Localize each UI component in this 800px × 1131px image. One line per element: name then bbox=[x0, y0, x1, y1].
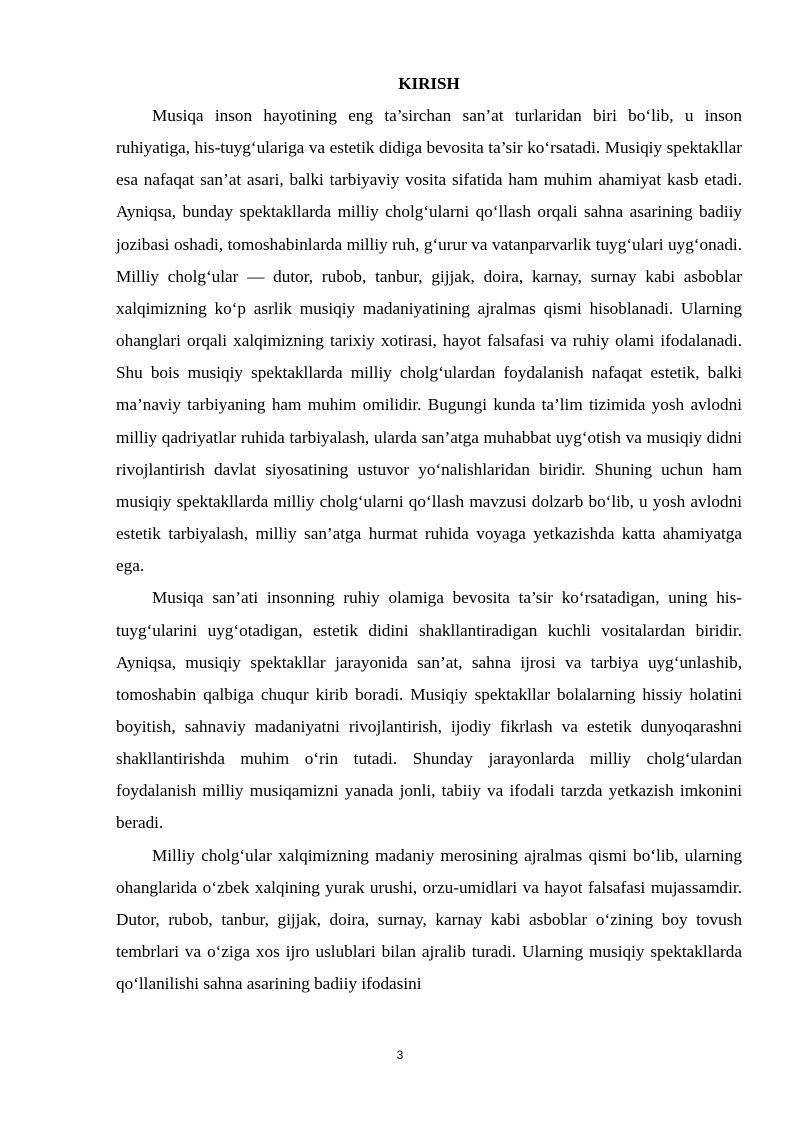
section-title: KIRISH bbox=[398, 74, 460, 93]
body-paragraph: Musiqa san’ati insonning ruhiy olamiga bevosita ta’sir ko‘rsatadigan, uning his-tuyg‘ularini uyg‘otadigan, estetik didini shakllantiradigan kuchli vositalardan biridir. Ayniqsa, musiqiy spektakllar jarayonida san’at, sahna ijrosi va tarbiya uyg‘unlashib, tomoshabin qalbiga chuqur kirib boradi. Musiqiy spektakllar bolalarning hissiy holatini boyitish, sahnaviy madaniyatni rivojlantirish, ijodiy fikrlash va estetik dunyoqarashni shakllantirishda muhim o‘rin tutadi. Shunday jarayonlarda milliy cholg‘ulardan foydalanish milliy musiqamizni yanada jonli, tabiiy va ifodali tarzda yetkazish imkonini beradi. bbox=[116, 588, 742, 833]
body-paragraph: Musiqa inson hayotining eng ta’sirchan san’at turlaridan biri bo‘lib, u inson ruhiyatiga, his-tuyg‘ulariga va estetik didiga bevosita ta’sir ko‘rsatadi. Musiqiy spektakllar esa nafaqat san’at asari, balki tarbiyaviy vosita sifatida ham muhim ahamiyat kasb etadi. Ayniqsa, bunday spektakllarda milliy cholg‘ularni qo‘llash orqali sahna asarining badiiy jozibasi oshadi, tomoshabinlarda milliy ruh, g‘urur va vatanparvarlik tuyg‘ulari uyg‘onadi. Milliy cholg‘ular — dutor, rubob, tanbur, gijjak, doira, karnay, surnay kabi asboblar xalqimizning ko‘p asrlik musiqiy madaniyatining ajralmas qismi hisoblanadi. Ularning ohanglari orqali xalqimizning tarixiy xotirasi, hayot falsafasi va ruhiy olami ifodalanadi. Shu bois musiqiy spektakllarda milliy cholg‘ulardan foydalanish nafaqat estetik, balki ma’naviy tarbiyaning ham muhim omilidir. Bugungi kunda ta’lim tizimida yosh avlodni milliy qadriyatlar ruhida tarbiyalash, ularda san’atga muhabbat uyg‘otish va musiqiy didni rivojlantirish davlat siyosatining ustuvor yo‘nalishlaridan biridir. Shuning uchun ham musiqiy spektakllarda milliy cholg‘ularni qo‘llash mavzusi dolzarb bo‘lib, u yosh avlodni estetik tarbiyalash, milliy san’atga hurmat ruhida voyaga yetkazishda katta ahamiyatga ega. bbox=[116, 106, 742, 576]
page-number: 3 bbox=[396, 1048, 404, 1062]
body-paragraph: Milliy cholg‘ular xalqimizning madaniy merosining ajralmas qismi bo‘lib, ularning ohanglarida o‘zbek xalqining yurak urushi, orzu-umidlari va hayot falsafasi mujassamdir. Dutor, rubob, tanbur, gijjak, doira, surnay, karnay kabi asboblar o‘zining boy tovush tembrlari va o‘ziga xos ijro uslublari bilan ajralib turadi. Ularning musiqiy spektakllarda qo‘llanilishi sahna asarining badiiy ifodasini bbox=[116, 845, 742, 994]
document-page bbox=[116, 68, 742, 1000]
